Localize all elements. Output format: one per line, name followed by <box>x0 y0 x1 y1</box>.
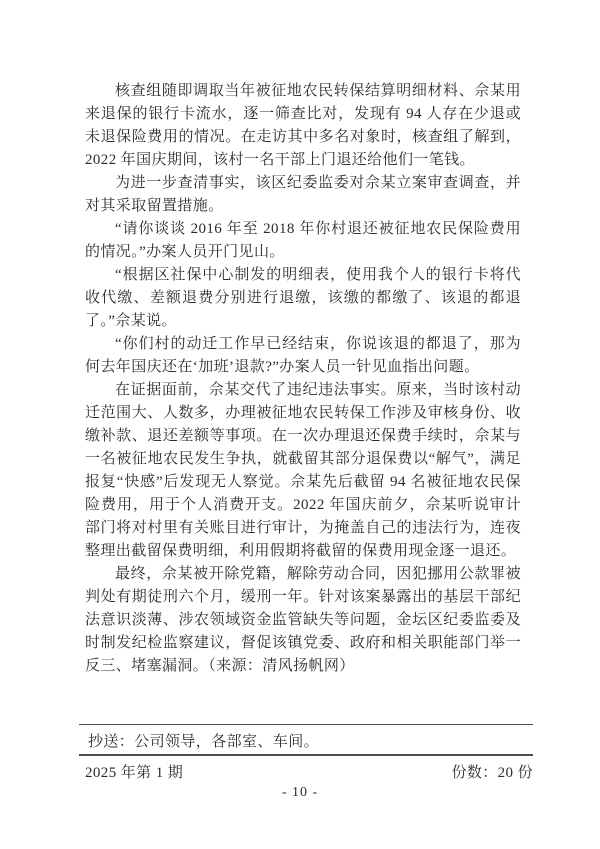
copies-label: 份数：20 份 <box>451 765 533 781</box>
paragraph: 在证据面前，佘某交代了违纪违法事实。原来，当时该村动迁范围大、人数多，办理被征地农民转保工作涉及审核身份、收缴补款、退还差额等事项。在一次办理退还保费手续时，佘某与一名被征地农民发生争执，就截留其部分退保费以“解气”，满足报复“快感”后发现无人察觉。佘某先后截留 94 名被征地农民保险费用，用于个人消费开支。2022 年国庆前夕，佘某听说审计部门将对村里有关账目进行审计，为掩盖自己的违法行为，连夜整理出截留保费明细，利用假期将截留的保费用现金逐一退还。 <box>85 382 521 559</box>
footer-issue-row <box>85 761 533 782</box>
paragraph: 为进一步查清事实，该区纪委监委对佘某立案审查调查，并对其采取留置措施。 <box>85 175 521 214</box>
paragraph: 核查组随即调取当年被征地农民转保结算明细材料、佘某用来退保的银行卡流水，逐一筛查比对，发现有 94 人存在少退或未退保险费用的情况。在走访其中多名对象时，核查组了解到，2022 年国庆期间，该村一名干部上门退还给他们一笔钱。 <box>85 83 521 168</box>
paragraph: “请你谈谈 2016 年至 2018 年你村退还被征地农民保险费用的情况。”办案人员开门见山。 <box>85 221 521 260</box>
footer-top-divider <box>79 724 533 725</box>
paragraph: “你们村的动迁工作早已经结束，你说该退的都退了，那为何去年国庆还在‘加班’退款?”办案人员一针见血指出问题。 <box>85 336 521 375</box>
paragraph: 最终，佘某被开除党籍，解除劳动合同，因犯挪用公款罪被判处有期徒刑六个月，缓刑一年。针对该案暴露出的基层干部纪法意识淡薄、涉农领域资金监管缺失等问题，金坛区纪委监委及时制发纪检监察建议，督促该镇党委、政府和相关职能部门举一反三、堵塞漏洞。（来源：清风扬帆网） <box>85 566 521 674</box>
cc-line: 抄送：公司领导，各部室、车间。 <box>88 734 320 750</box>
issue-label: 2025 年第 1 期 <box>85 765 184 781</box>
page-number: - 10 - <box>281 785 319 800</box>
footer-mid-divider <box>79 754 533 756</box>
document-body <box>85 80 521 678</box>
paragraph: “根据区社保中心制发的明细表，使用我个人的银行卡将代收代缴、差额退费分别进行退缴，该缴的都缴了、该退的都退了。”佘某说。 <box>85 267 521 329</box>
